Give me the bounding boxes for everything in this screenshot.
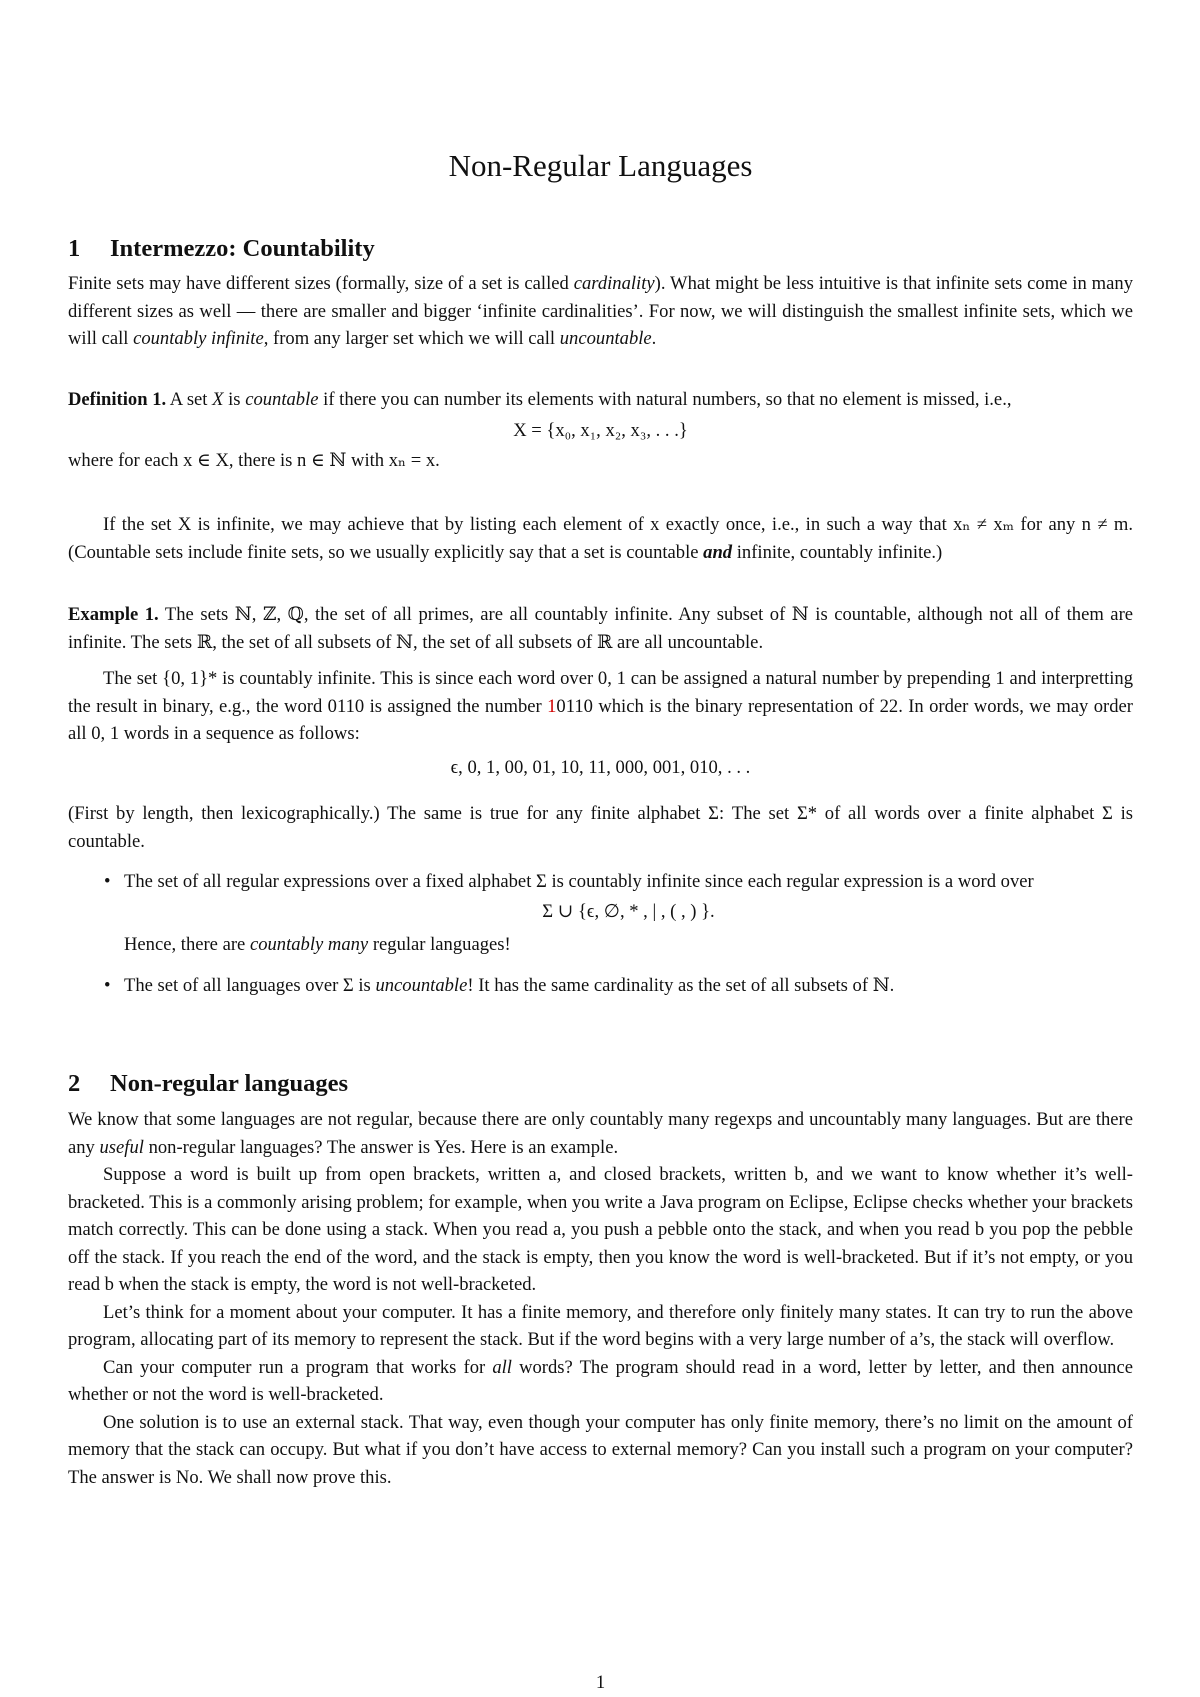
paragraph: (First by length, then lexicographically.) The same is true for any finite alphabet Σ: The set Σ* of all words over a finite alphabet Σ is countable. — [68, 803, 1133, 852]
paragraph — [68, 1354, 1133, 1409]
display-equation: Σ ∪ {ϵ, ∅, * , | , ( , ) }. — [542, 900, 715, 922]
bullet-list — [68, 868, 1133, 999]
bullet-text — [124, 972, 1133, 1000]
text-run: if there you can number its elements with natural numbers, so that no element is missed, i.e., — [318, 389, 1012, 410]
text-run: is — [223, 389, 246, 410]
text-run: The sets ℕ, ℤ, ℚ, the set of all primes, are all countably infinite. Any subset of ℕ is countable, although not all of them are infinite. The sets ℝ, the set of all subsets of ℕ, the set of all subsets of ℝ are all uncountable. — [68, 604, 1134, 653]
emphasis: uncountable — [375, 974, 468, 996]
definition-1 — [68, 386, 1133, 475]
section-number: 2 — [68, 1070, 81, 1097]
text-run: If the set X is infinite, we may achieve that by listing each element of x exactly once, i.e., in such a way that xₙ ≠ xₘ for any n ≠ m. (Countable sets include finite sets, so we usually explicitly say that a set is countable — [68, 514, 1133, 563]
section-1-heading — [68, 233, 375, 265]
emphasis: uncountable — [559, 328, 652, 349]
emphasis: all — [492, 1356, 512, 1378]
text-run: We know that some languages are not regular, because there are only countably many regexps and uncountably many languages. But are there any — [68, 1109, 1133, 1158]
paragraph: Let’s think for a moment about your computer. It has a finite memory, and therefore only finitely many states. It can try to run the above program, allocating part of its memory to represent the stack. But if the word begins with a very large number of a’s, the stack will overflow. — [68, 1301, 1133, 1350]
text-run: A set — [169, 389, 213, 410]
section-2-body — [68, 1106, 1133, 1491]
item-list — [68, 868, 1133, 999]
text-run: Finite sets may have different sizes (formally, size of a set is called — [68, 273, 574, 294]
word-sequence: ϵ, 0, 1, 00, 01, 10, 11, 000, 001, 010, . . . — [450, 756, 751, 778]
paragraph — [68, 511, 1133, 566]
highlighted-digit: 1 — [547, 695, 557, 717]
text-run: 0110 which is the binary representation of 22. In order words, we may order all 0, 1 words in a sequence as follows: — [68, 695, 1133, 744]
text-run: regular languages! — [368, 934, 511, 955]
bullet-glyph: • — [104, 974, 111, 996]
text-run: non-regular languages? The answer is Yes. Here is an example. — [143, 1136, 619, 1158]
paragraph: Suppose a word is built up from open brackets, written a, and closed brackets, written b, and we want to know whether it’s well-bracketed. This is a commonly arising problem; for example, when you write a Java program on Eclipse, Eclipse checks whether your brackets match correctly. This can be done using a stack. When you read a, you push a pebble onto the stack, and when you read b you pop the pebble off the stack. If you reach the end of the word, and the stack is empty, then you know the word is well-bracketed. But if it’s not empty, or you read b when the stack is empty, the word is not well-bracketed. — [68, 1164, 1133, 1295]
emphasis: and — [703, 541, 733, 563]
text-run: The set of all languages over Σ is — [124, 974, 376, 996]
list-item — [68, 972, 1133, 1000]
text-run: Can your computer run a program that works for — [103, 1356, 493, 1378]
text-run: . — [651, 328, 657, 349]
definition-condition: where for each x ∈ X, there is n ∈ ℕ with xₙ = x. — [68, 450, 440, 471]
infinite-set-paragraph — [68, 511, 1133, 566]
paragraph — [68, 1106, 1133, 1161]
alphabet-paragraph — [68, 800, 1133, 855]
emphasis: cardinality — [573, 273, 655, 294]
paragraph — [68, 665, 1133, 748]
text-run: , from any larger set which we will call — [263, 328, 560, 349]
paragraph: One solution is to use an external stack. That way, even though your computer has only finite memory, there’s no limit on the amount of memory that the stack can occupy. But what if you don’t have access to external memory? Can you install such a program on your computer? The answer is No. We shall now prove this. — [68, 1411, 1133, 1488]
section-title: Intermezzo: Countability — [110, 235, 375, 262]
section-2-heading — [68, 1068, 348, 1100]
bullet-conclusion — [124, 931, 1133, 959]
example-paragraph — [68, 601, 1133, 656]
section-title: Non-regular languages — [110, 1070, 348, 1097]
bullet-glyph: • — [104, 871, 111, 892]
intro-paragraph — [68, 270, 1133, 353]
text-run: ). What might be less intuitive is that infinite sets come in many different sizes as well — there are smaller and bigger ‘infinite cardinalities’. For now, we will distinguish the smallest infinite sets, which we will call — [68, 273, 1133, 349]
emphasis: countable — [245, 389, 319, 410]
binary-paragraph — [68, 665, 1133, 781]
text-run: ! It has the same cardinality as the set of all subsets of ℕ. — [467, 974, 895, 996]
text-run: infinite, countably infinite.) — [732, 541, 943, 563]
definition-paragraph — [68, 386, 1133, 414]
emphasis: countably many — [249, 934, 369, 955]
text-run: The set {0, 1}* is countably infinite. This is since each word over 0, 1 can be assigned a natural number by prepending 1 and interpretting the result in binary, e.g., the word 0110 is assigned the number — [68, 668, 1133, 717]
definition-label: Definition 1. — [68, 389, 167, 410]
example-1 — [68, 601, 1133, 656]
text-run: words? The program should read in a word, letter by letter, and then announce whether or not the word is well-bracketed. — [68, 1356, 1133, 1405]
text-run: Hence, there are — [124, 934, 250, 955]
display-equation: X = {x₀, x₁, x₂, x₃, . . .} — [513, 419, 688, 441]
math-var: X — [212, 389, 224, 410]
section-number: 1 — [68, 235, 81, 262]
list-item — [68, 868, 1133, 959]
section-1-intro — [68, 270, 1133, 353]
bullet-text: The set of all regular expressions over a fixed alphabet Σ is countably infinite since each regular expression is a word over — [124, 871, 1034, 892]
emphasis: countably infinite — [133, 328, 264, 349]
emphasis: useful — [99, 1136, 144, 1158]
page-number: 1 — [595, 1672, 606, 1693]
example-label: Example 1. — [68, 604, 159, 625]
document-title: Non-Regular Languages — [448, 148, 753, 183]
